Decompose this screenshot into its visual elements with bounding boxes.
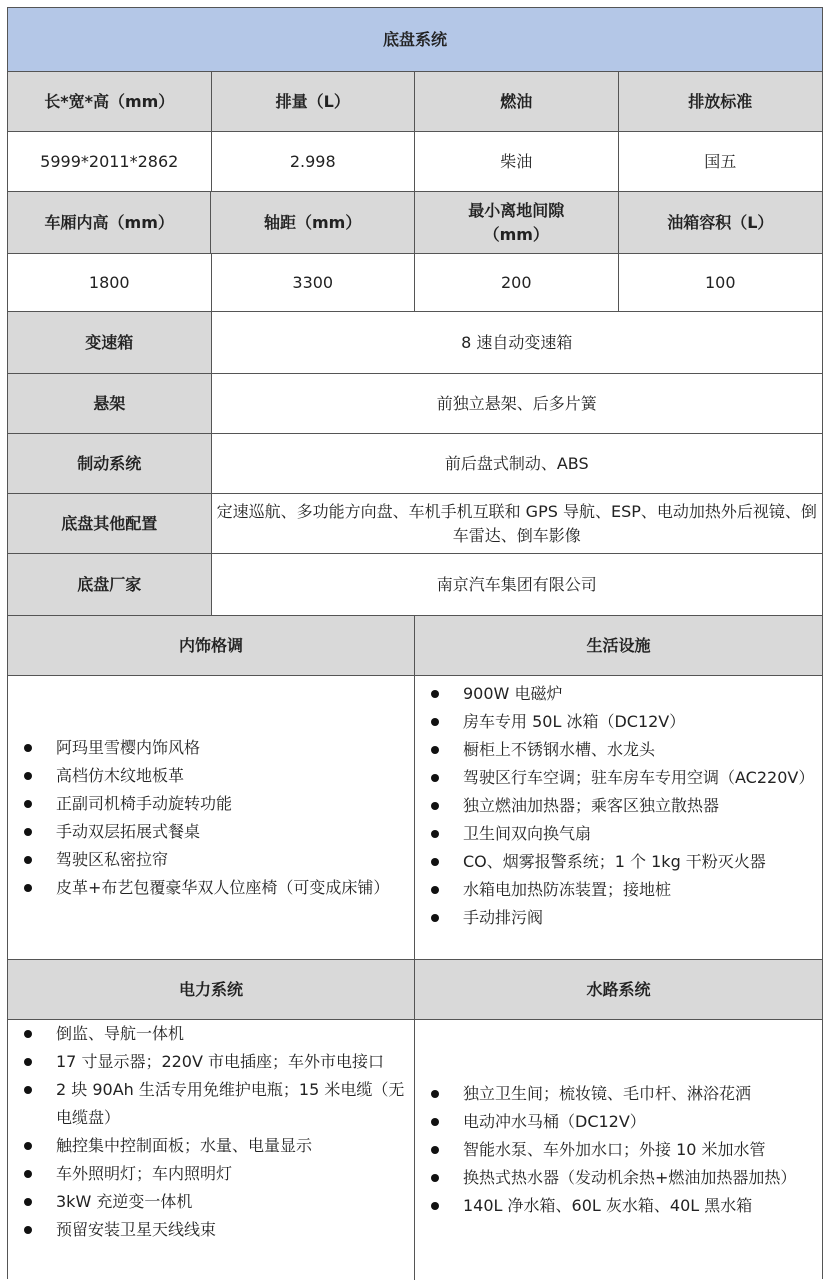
list-item-text: 触控集中控制面板；水量、电量显示 [56, 1136, 313, 1155]
value-emission: 国五 [619, 132, 823, 192]
value-gearbox: 8 速自动变速箱 [212, 312, 823, 374]
list-item-text: 2 块 90Ah 生活专用免维护电瓶；15 米电缆（无电缆盘） [56, 1080, 405, 1127]
bullet-icon [431, 1202, 439, 1210]
header-ground-clearance: 最小离地间隙（mm） [415, 192, 619, 254]
list-item-text: 手动排污阀 [463, 908, 544, 927]
bullet-icon [431, 802, 439, 810]
list-item-text: 阿玛里雪樱内饰风格 [56, 737, 201, 757]
list-item-text: 房车专用 50L 冰箱（DC12V） [463, 712, 686, 731]
list-item [18, 790, 414, 818]
header-tank-capacity: 油箱容积（L） [619, 192, 822, 254]
list-item-text: CO、烟雾报警系统；1 个 1kg 干粉灭火器 [463, 852, 766, 871]
list-item [425, 1108, 822, 1136]
list-item [425, 904, 822, 932]
bullet-icon [24, 828, 32, 836]
list-item [425, 736, 822, 764]
list-item [18, 1132, 414, 1160]
header-cabin-height: 车厢内高（mm） [8, 192, 211, 254]
list-item [18, 846, 414, 874]
value-tank-capacity: 100 [619, 254, 823, 312]
bullet-icon [24, 800, 32, 808]
value-displacement: 2.998 [212, 132, 416, 192]
label-brakes: 制动系统 [8, 434, 212, 494]
bullet-icon [431, 774, 439, 782]
list-item [425, 1080, 822, 1108]
list-item [18, 1020, 414, 1048]
list-item-text: 橱柜上不锈钢水槽、水龙头 [463, 740, 656, 759]
value-wheelbase: 3300 [212, 254, 416, 312]
list-item [18, 1076, 414, 1132]
value-fuel: 柴油 [415, 132, 619, 192]
value-chassis-other: 定速巡航、多功能方向盘、车机手机互联和 GPS 导航、ESP、电动加热外后视镜、倒车雷达、倒车影像 [212, 494, 823, 554]
bullet-icon [431, 690, 439, 698]
bullet-icon [431, 914, 439, 922]
bullet-icon [24, 884, 32, 892]
label-chassis-other: 底盘其他配置 [8, 494, 212, 554]
header-emission: 排放标准 [619, 72, 823, 132]
bullet-icon [24, 1086, 32, 1094]
bullet-icon [431, 1146, 439, 1154]
list-item [18, 818, 414, 846]
list-item [18, 1160, 414, 1188]
list-item-text: 140L 净水箱、60L 灰水箱、40L 黑水箱 [463, 1196, 753, 1215]
spec-table [7, 7, 823, 1279]
list-item [425, 764, 822, 792]
list-item-text: 17 寸显示器；220V 市电插座；车外市电接口 [56, 1052, 385, 1071]
list-item [425, 792, 822, 820]
interior-list [8, 734, 414, 902]
value-dimensions: 5999*2011*2862 [8, 132, 212, 192]
bullet-icon [431, 1090, 439, 1098]
label-manufacturer: 底盘厂家 [8, 554, 212, 616]
value-ground-clearance: 200 [415, 254, 619, 312]
bullet-icon [431, 886, 439, 894]
value-cabin-height: 1800 [8, 254, 212, 312]
list-item-text: 独立卫生间；梳妆镜、毛巾杆、淋浴花洒 [463, 1084, 752, 1103]
power-header: 电力系统 [8, 960, 415, 1020]
list-item-text: 正副司机椅手动旋转功能 [56, 793, 233, 813]
bullet-icon [24, 1142, 32, 1150]
list-item [425, 1192, 822, 1220]
interior-header: 内饰格调 [8, 616, 415, 676]
list-item [425, 708, 822, 736]
living-cell [415, 676, 822, 960]
header-dimensions: 长*宽*高（mm） [8, 72, 212, 132]
power-list [8, 1020, 414, 1244]
bullet-icon [24, 1030, 32, 1038]
list-item-text: 换热式热水器（发动机余热+燃油加热器加热） [463, 1168, 797, 1187]
header-wheelbase: 轴距（mm） [211, 192, 414, 254]
list-item [18, 1048, 414, 1076]
list-item-text: 900W 电磁炉 [463, 684, 563, 703]
water-header: 水路系统 [415, 960, 822, 1020]
bullet-icon [431, 746, 439, 754]
bullet-icon [24, 772, 32, 780]
list-item [425, 876, 822, 904]
value-suspension: 前独立悬架、后多片簧 [212, 374, 823, 434]
list-item-text: 水箱电加热防冻装置；接地桩 [463, 880, 672, 899]
bullet-icon [24, 1198, 32, 1206]
list-item [18, 874, 414, 902]
list-item [18, 734, 414, 762]
list-item-text: 倒监、导航一体机 [56, 1024, 185, 1043]
bullet-icon [431, 830, 439, 838]
bullet-icon [431, 718, 439, 726]
value-brakes: 前后盘式制动、ABS [212, 434, 823, 494]
list-item [425, 848, 822, 876]
bullet-icon [24, 1170, 32, 1178]
living-list [415, 680, 822, 932]
bullet-icon [431, 858, 439, 866]
list-item-text: 3kW 充逆变一体机 [56, 1192, 193, 1211]
list-item-text: 智能水泵、车外加水口；外接 10 米加水管 [463, 1140, 766, 1159]
bullet-icon [24, 1058, 32, 1066]
power-cell [8, 1020, 415, 1280]
bullet-icon [24, 1226, 32, 1234]
list-item [425, 680, 822, 708]
label-suspension: 悬架 [8, 374, 212, 434]
bullet-icon [24, 744, 32, 752]
list-item-text: 驾驶区行车空调；驻车房车专用空调（AC220V） [463, 768, 815, 787]
bullet-icon [24, 856, 32, 864]
list-item-text: 独立燃油加热器；乘客区独立散热器 [463, 796, 720, 815]
table-title: 底盘系统 [8, 8, 822, 72]
water-list [415, 1080, 822, 1220]
list-item [425, 820, 822, 848]
list-item [425, 1136, 822, 1164]
label-gearbox: 变速箱 [8, 312, 212, 374]
list-item-text: 预留安装卫星天线线束 [56, 1220, 217, 1239]
bullet-icon [431, 1118, 439, 1126]
list-item [18, 762, 414, 790]
list-item-text: 皮革+布艺包覆豪华双人位座椅（可变成床铺） [56, 877, 390, 897]
list-item [18, 1188, 414, 1216]
value-manufacturer: 南京汽车集团有限公司 [212, 554, 823, 616]
bullet-icon [431, 1174, 439, 1182]
living-header: 生活设施 [415, 616, 822, 676]
list-item-text: 手动双层拓展式餐桌 [56, 821, 201, 841]
list-item [18, 1216, 414, 1244]
list-item-text: 车外照明灯；车内照明灯 [56, 1164, 233, 1183]
list-item-text: 驾驶区私密拉帘 [56, 849, 169, 869]
header-fuel: 燃油 [415, 72, 619, 132]
list-item [425, 1164, 822, 1192]
header-displacement: 排量（L） [212, 72, 416, 132]
list-item-text: 电动冲水马桶（DC12V） [463, 1112, 646, 1131]
interior-cell [8, 676, 415, 960]
list-item-text: 卫生间双向换气扇 [463, 824, 592, 843]
water-cell [415, 1020, 822, 1280]
list-item-text: 高档仿木纹地板革 [56, 765, 185, 785]
